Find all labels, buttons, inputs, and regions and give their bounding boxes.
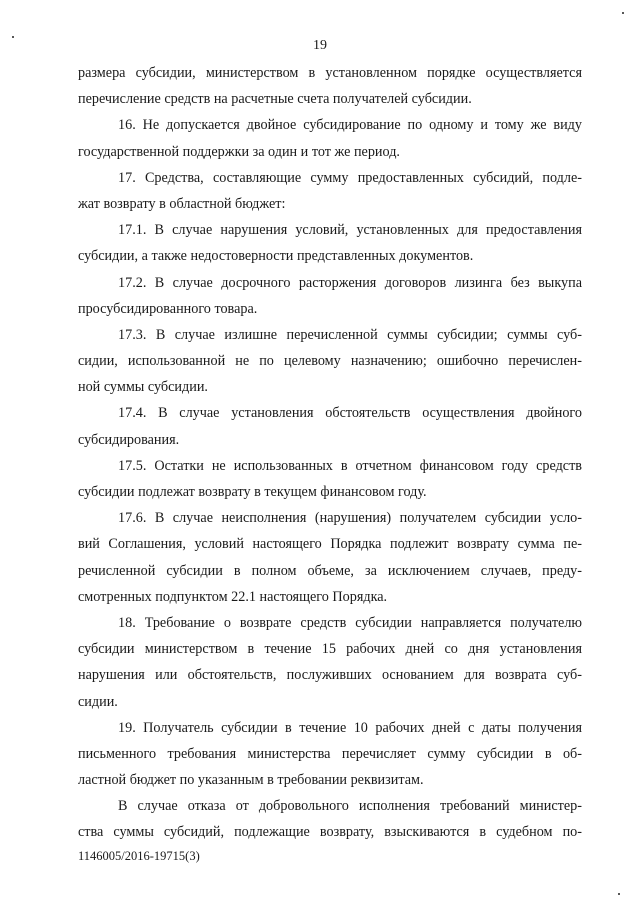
- text-line: 18. Требование о возврате средств субсидии направляется получателю: [118, 614, 582, 631]
- text-line: субсидии, а также недостоверности представленных документов.: [78, 248, 474, 265]
- text-line: 17.3. В случае излишне перечисленной суммы субсидии; суммы суб-: [118, 326, 582, 343]
- document-code: 1146005/2016-19715(3): [78, 849, 200, 863]
- text-line: речисленной субсидии в полном объеме, за исключением случаев, преду-: [78, 562, 582, 579]
- text-line: 17.4. В случае установления обстоятельств осуществления двойного: [118, 405, 582, 422]
- text-line: 17.5. Остатки не использованных в отчетном финансовом году средств: [118, 457, 582, 474]
- document-body: [78, 60, 582, 846]
- text-line: жат возврату в областной бюджет:: [78, 195, 286, 212]
- text-line: просубсидированного товара.: [78, 300, 258, 317]
- text-line: ластной бюджет по указанным в требовании реквизитам.: [78, 772, 424, 789]
- text-line: нарушения или обстоятельств, послуживших основанием для возврата суб-: [78, 667, 582, 684]
- scan-speck: [12, 36, 14, 38]
- text-line: 19. Получатель субсидии в течение 10 рабочих дней с даты получения: [118, 719, 582, 736]
- text-line: субсидирования.: [78, 431, 180, 448]
- paragraph-17-1: [78, 217, 582, 269]
- paragraph-refusal: [78, 793, 582, 845]
- paragraph-17-6: [78, 505, 582, 610]
- text-line: ства суммы субсидий, подлежащие возврату, взыскиваются в судебном по-: [78, 824, 582, 841]
- paragraph-continuation: [78, 60, 582, 112]
- text-line: сидии, использованной не по целевому назначению; ошибочно перечислен-: [78, 353, 582, 370]
- text-line: ной суммы субсидии.: [78, 379, 208, 396]
- paragraph-19: [78, 715, 582, 794]
- text-line: 17.6. В случае неисполнения (нарушения) получателем субсидии усло-: [118, 510, 582, 527]
- text-line: вий Соглашения, условий настоящего Порядка подлежит возврату сумма пе-: [78, 536, 582, 553]
- text-line: смотренных подпунктом 22.1 настоящего Порядка.: [78, 588, 388, 605]
- text-line: сидии.: [78, 693, 118, 710]
- scan-speck: [618, 893, 620, 895]
- paragraph-16: [78, 112, 582, 164]
- text-line: В случае отказа от добровольного исполнения требований министер-: [118, 798, 582, 815]
- scan-speck: [622, 12, 624, 14]
- text-line: перечисление средств на расчетные счета получателей субсидии.: [78, 91, 472, 108]
- paragraph-17-4: [78, 400, 582, 452]
- text-line: субсидии министерством в течение 15 рабочих дней со дня установления: [78, 641, 582, 658]
- text-line: 17. Средства, составляющие сумму предоставленных субсидий, подле-: [118, 169, 582, 186]
- page-number: 19: [313, 38, 327, 53]
- text-line: письменного требования министерства перечисляет сумму субсидии в об-: [78, 745, 582, 762]
- text-line: размера субсидии, министерством в установленном порядке осуществляется: [78, 65, 582, 81]
- text-line: государственной поддержки за один и тот же период.: [78, 143, 400, 160]
- paragraph-17-2: [78, 270, 582, 322]
- paragraph-18: [78, 610, 582, 715]
- text-line: субсидии подлежат возврату в текущем финансовом году.: [78, 484, 427, 500]
- paragraph-17-3: [78, 322, 582, 401]
- text-line: 16. Не допускается двойное субсидирование по одному и тому же виду: [118, 117, 582, 134]
- text-line: 17.1. В случае нарушения условий, установленных для предоставления: [118, 222, 582, 239]
- paragraph-17: [78, 165, 582, 217]
- paragraph-17-5: [78, 453, 582, 505]
- text-line: 17.2. В случае досрочного расторжения договоров лизинга без выкупа: [118, 274, 582, 291]
